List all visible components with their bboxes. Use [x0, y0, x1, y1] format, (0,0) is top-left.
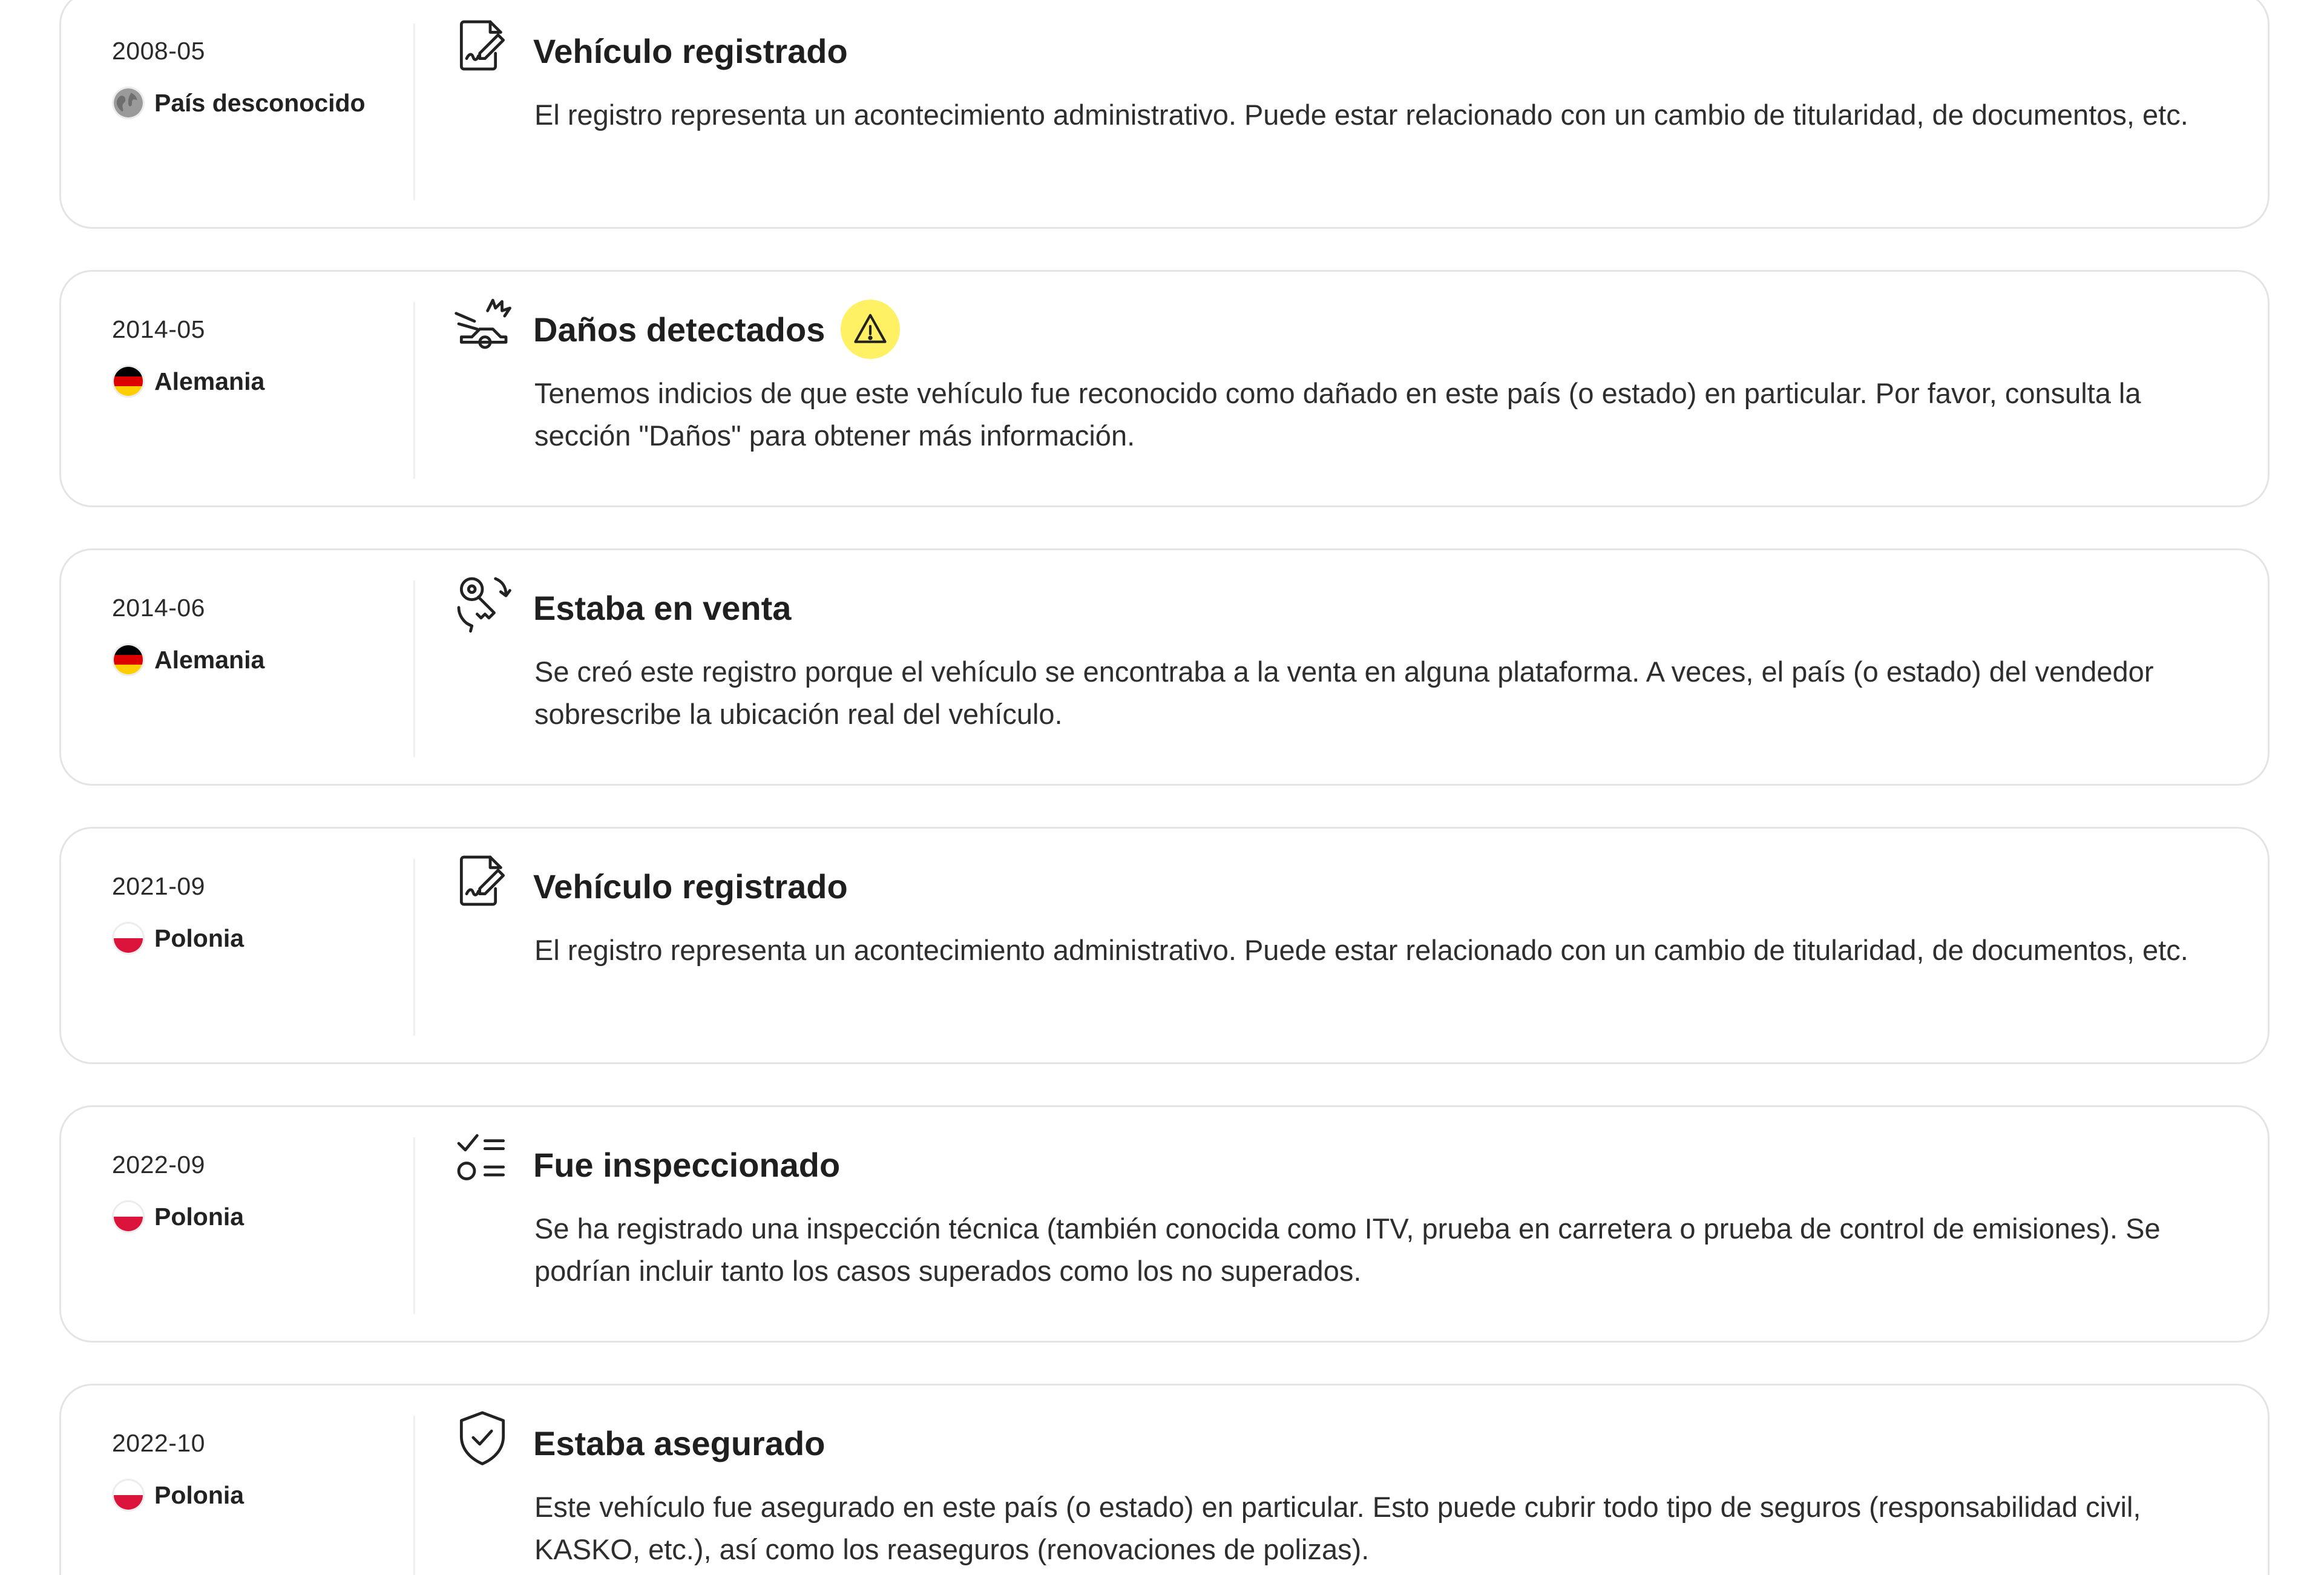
event-title-row [533, 859, 848, 913]
event-country [112, 365, 415, 398]
event-date: 2008-05 [112, 37, 205, 65]
event-country-name: Alemania [154, 367, 265, 395]
flag-germany-icon [112, 643, 145, 676]
flag-germany-icon [112, 365, 145, 398]
event-description: Se ha registrado una inspección técnica (también conocida como ITV, prueba en carretera o prueba de control de emisiones). Se podrían incluir tanto los casos superados como los no superados. [534, 1212, 2161, 1287]
warning-icon[interactable] [841, 300, 900, 359]
event-description: El registro representa un acontecimiento administrativo. Puede estar relacionado con un cambio de titularidad, de documentos, etc. [534, 99, 2188, 131]
document-signature-icon [451, 14, 514, 77]
event-title: Estaba en venta [533, 588, 792, 627]
event-country [112, 643, 415, 676]
event-title-row [533, 1137, 840, 1192]
event-title-row [533, 580, 791, 635]
flag-poland-icon [112, 1200, 145, 1233]
event-country [112, 87, 415, 119]
event-date: 2022-09 [112, 1151, 205, 1179]
event-title-row [533, 302, 900, 357]
event-country-name: Alemania [154, 645, 265, 674]
event-description: Se creó este registro porque el vehículo se encontraba a la venta en alguna plataforma. A veces, el país (o estado) del vendedor sobrescribe la ubicación real del vehículo. [534, 656, 2154, 730]
globe-icon [112, 87, 145, 119]
event-country [112, 1479, 415, 1511]
divider [413, 302, 415, 479]
event-meta [112, 36, 415, 119]
timeline-event-card [59, 0, 2270, 229]
event-date: 2022-10 [112, 1429, 205, 1457]
event-country-name: Polonia [154, 1481, 245, 1509]
event-meta [112, 1149, 415, 1233]
event-country [112, 1200, 415, 1233]
timeline-event-card [59, 1384, 2270, 1575]
event-description: Este vehículo fue asegurado en este país (o estado) en particular. Esto puede cubrir todo tipo de seguros (responsabilidad civil, KASKO, etc.), así como los reaseguros (renovaciones de polizas). [534, 1491, 2141, 1565]
event-title-row [533, 1416, 825, 1470]
divider [413, 580, 415, 757]
event-date: 2021-09 [112, 872, 205, 900]
timeline-event-card [59, 270, 2270, 507]
event-date: 2014-05 [112, 315, 205, 343]
event-title: Vehículo registrado [533, 867, 848, 906]
event-meta [112, 871, 415, 955]
event-title-row [533, 24, 848, 78]
event-country-name: País desconocido [154, 88, 366, 117]
event-country [112, 922, 415, 955]
event-title: Vehículo registrado [533, 31, 848, 70]
event-country-name: Polonia [154, 1202, 245, 1231]
event-country-name: Polonia [154, 924, 245, 952]
event-meta [112, 593, 415, 676]
divider [413, 859, 415, 1036]
event-meta [112, 314, 415, 398]
timeline-event-card [59, 548, 2270, 786]
event-meta [112, 1428, 415, 1511]
document-signature-icon [451, 849, 514, 912]
car-crash-icon [451, 292, 514, 355]
event-description: El registro representa un acontecimiento administrativo. Puede estar relacionado con un cambio de titularidad, de documentos, etc. [534, 934, 2188, 966]
event-title: Fue inspeccionado [533, 1145, 841, 1184]
shield-check-icon [451, 1406, 514, 1469]
divider [413, 1416, 415, 1575]
divider [413, 1137, 415, 1314]
timeline-event-card [59, 1105, 2270, 1343]
event-title: Estaba asegurado [533, 1424, 826, 1462]
event-date: 2014-06 [112, 594, 205, 622]
key-exchange-icon [451, 571, 514, 634]
event-description: Tenemos indicios de que este vehículo fue reconocido como dañado en este país (o estado) en particular. Por favor, consulta la sección "Daños" para obtener más información. [534, 377, 2141, 452]
flag-poland-icon [112, 1479, 145, 1511]
event-title: Daños detectados [533, 310, 826, 349]
divider [413, 24, 415, 200]
flag-poland-icon [112, 922, 145, 955]
timeline-event-card [59, 827, 2270, 1064]
checklist-icon [451, 1128, 514, 1191]
